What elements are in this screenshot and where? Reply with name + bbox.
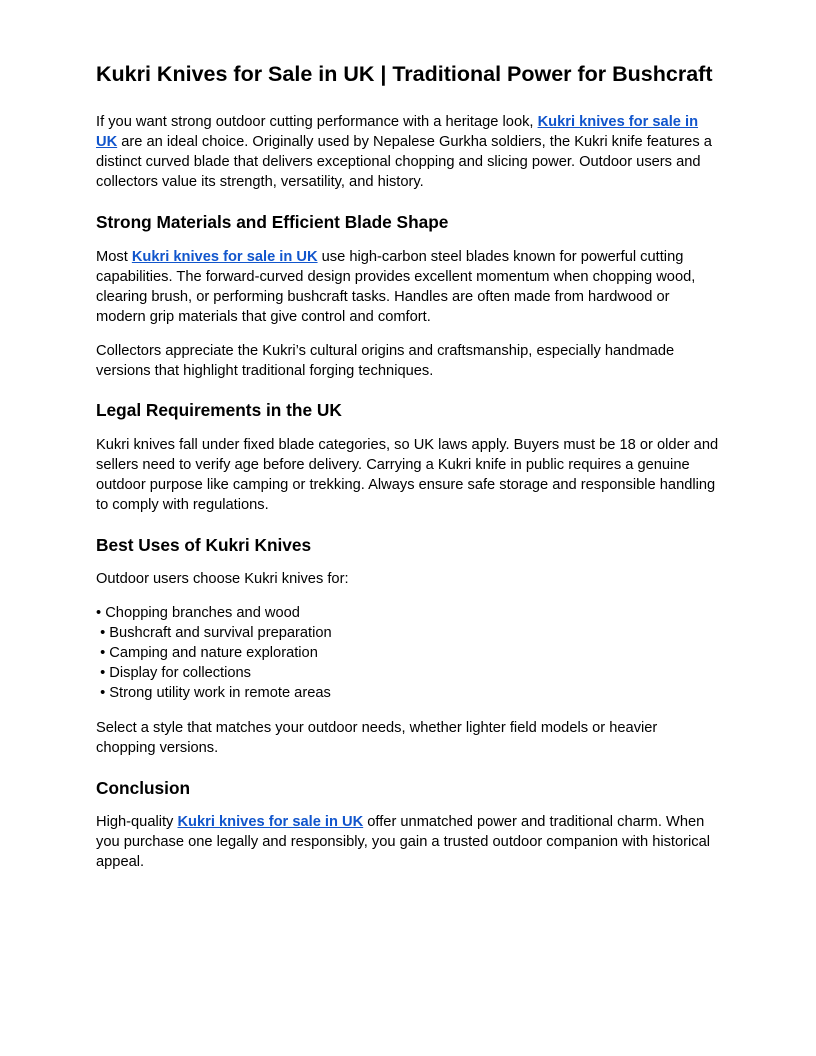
paragraph-intro — [96, 113, 720, 193]
section-heading-conclusion: Conclusion — [96, 777, 191, 798]
bullet-item: • Display for collections — [96, 665, 252, 682]
page-title: Kukri Knives for Sale in UK | Traditional Power for Bushcraft — [96, 62, 713, 86]
bullet-item: • Bushcraft and survival preparation — [96, 625, 332, 642]
paragraph-uses-outro: Select a style that matches your outdoor needs, whether lighter field models or heavier chopping versions. — [96, 719, 658, 756]
section-heading-uses: Best Uses of Kukri Knives — [96, 534, 312, 555]
text-segment: use high-carbon steel blades known for powerful cutting capabilities. The forward-curved design provides excellent momentum when chopping wood, clearing brush, or performing bushcraft tasks. Handles are often made from hardwood or modern grip materials that give control and comfort. — [96, 248, 696, 325]
section-heading-legal: Legal Requirements in the UK — [96, 400, 342, 421]
bullet-item: • Chopping branches and wood — [96, 605, 300, 622]
text-segment: Most — [96, 248, 132, 265]
text-segment: are an ideal choice. Originally used by Nepalese Gurkha soldiers, the Kukri knife features a distinct curved blade that delivers exceptional chopping and slicing power. Outdoor users and collectors value its strength, versatility, and history. — [96, 134, 712, 191]
text-segment: High-quality — [96, 814, 178, 831]
section-heading-materials: Strong Materials and Efficient Blade Shape — [96, 212, 449, 233]
kukri-knives-link[interactable]: Kukri knives for sale in UK — [177, 814, 364, 831]
bullet-item: • Camping and nature exploration — [96, 645, 318, 662]
text-segment: offer unmatched power and traditional charm. When you purchase one legally and responsibly, you gain a trusted outdoor companion with historical appeal. — [96, 814, 711, 871]
bullet-list — [96, 604, 720, 704]
paragraph-legal: Kukri knives fall under fixed blade categories, so UK laws apply. Buyers must be 18 or older and sellers need to verify age before delivery. Carrying a Kukri knife in public requires a genuine outdoor purpose like camping or trekking. Always ensure safe storage and responsible handling to comply with regulations. — [96, 436, 719, 513]
bullet-item: • Strong utility work in remote areas — [96, 685, 331, 702]
kukri-knives-link[interactable]: Kukri knives for sale in UK — [131, 248, 318, 265]
text-segment: If you want strong outdoor cutting performance with a heritage look, — [96, 114, 538, 131]
paragraph-materials-1 — [96, 248, 720, 328]
paragraph-conclusion — [96, 813, 720, 873]
paragraph-materials-2: Collectors appreciate the Kukri’s cultural origins and craftsmanship, especially handmade versions that highlight traditional forging techniques. — [96, 342, 675, 379]
paragraph-uses-intro: Outdoor users choose Kukri knives for: — [96, 571, 349, 588]
kukri-knives-link[interactable]: Kukri knives for sale in UK — [96, 114, 699, 151]
